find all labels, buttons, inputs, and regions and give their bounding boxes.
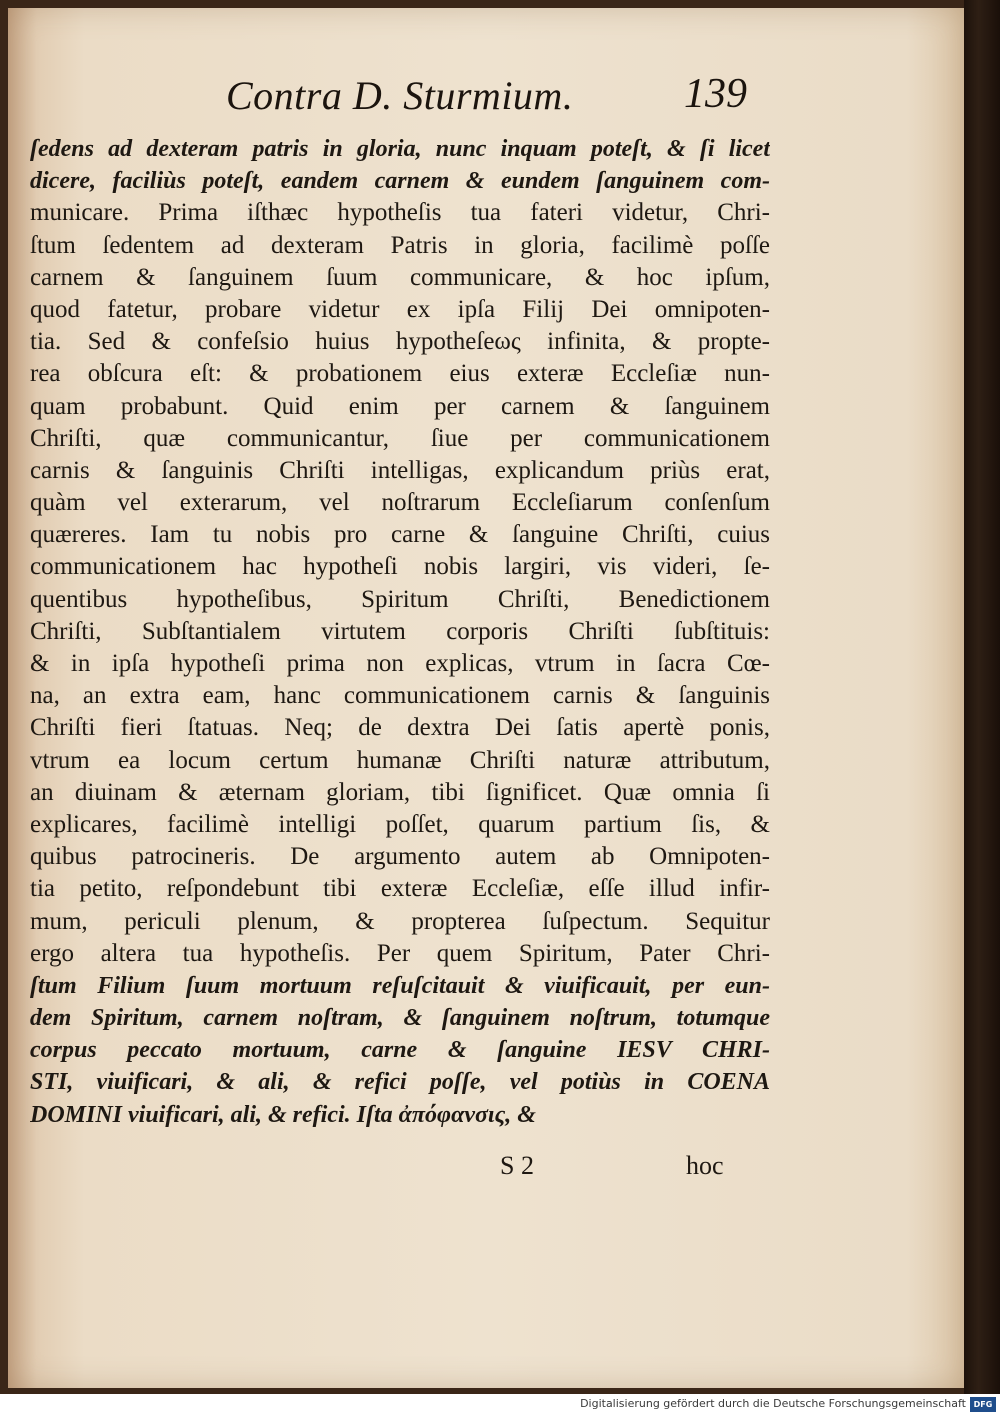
text-line: corpus peccato mortuum, carne & ſanguine IESV CHRI- bbox=[30, 1037, 770, 1064]
text-line: dicere, faciliùs poteſt, eandem carnem & eundem ſanguinem com- bbox=[30, 168, 770, 195]
text-line: na, an extra eam, hanc communicationem carnis & ſanguinis bbox=[30, 682, 770, 710]
text-line: municare. Prima iſthæc hypotheſis tua fateri videtur, Chri- bbox=[30, 199, 770, 227]
text-line: ſtum Filium ſuum mortuum reſuſcitauit & viuificauit, per eun- bbox=[30, 972, 770, 999]
book-edge bbox=[964, 0, 1000, 1394]
text-line: quod fatetur, probare videtur ex ipſa Filij Dei omnipoten- bbox=[30, 295, 770, 323]
signature-mark: S 2 bbox=[500, 1151, 534, 1180]
text-line: quàm vel exterarum, vel noſtrarum Eccleſiarum conſenſum bbox=[30, 489, 770, 517]
text-line: ſtum ſedentem ad dexteram Patris in gloria, facilimè poſſe bbox=[30, 231, 770, 259]
text-line: STI, viuificari, & ali, & refici poſſe, vel potiùs in COENA bbox=[30, 1069, 770, 1096]
text-line: quentibus hypotheſibus, Spiritum Chriſti, Benedictionem bbox=[30, 585, 770, 613]
text-line: DOMINI viuificari, ali, & refici. Iſta ἀπόφανσις, & bbox=[30, 1101, 536, 1128]
catchword: hoc bbox=[686, 1151, 724, 1180]
page-title: Contra D. Sturmium. bbox=[226, 73, 574, 118]
text-line: quæreres. Iam tu nobis pro carne & ſanguine Chriſti, cuius bbox=[30, 521, 770, 549]
text-line: Chriſti, Subſtantialem virtutem corporis Chriſti ſubſtituis: bbox=[30, 617, 770, 645]
text-line: dem Spiritum, carnem noſtram, & ſanguinem noſtrum, totumque bbox=[30, 1005, 770, 1032]
text-line: an diuinam & æternam gloriam, tibi ſignificet. Quæ omnia ſi bbox=[30, 778, 770, 806]
text-line: mum, periculi plenum, & propterea ſuſpectum. Sequitur bbox=[30, 907, 770, 935]
page-number: 139 bbox=[684, 71, 747, 117]
book-page bbox=[8, 8, 964, 1388]
text-line: vtrum ea locum certum humanæ Chriſti naturæ attributum, bbox=[30, 746, 770, 774]
running-head bbox=[8, 68, 964, 128]
text-line: Chriſti, quæ communicantur, ſiue per communicationem bbox=[30, 424, 770, 452]
text-line: ſedens ad dexteram patris in gloria, nunc inquam poteſt, & ſi licet bbox=[30, 136, 770, 162]
funding-notice: Digitalisierung gefördert durch die Deutsche Forschungsgemeinschaft bbox=[580, 1397, 966, 1410]
dfg-logo-icon: DFG bbox=[970, 1397, 996, 1412]
text-line: carnis & ſanguinis Chriſti intelligas, explicandum priùs erat, bbox=[30, 456, 770, 484]
body-text bbox=[30, 133, 770, 1131]
text-line: carnem & ſanguinem ſuum communicare, & hoc ipſum, bbox=[30, 263, 770, 291]
text-line: quam probabunt. Quid enim per carnem & ſanguinem bbox=[30, 392, 770, 420]
text-line: rea obſcura eſt: & probationem eius exteræ Eccleſiæ nun- bbox=[30, 360, 770, 388]
text-line: quibus patrocineris. De argumento autem ab Omnipoten- bbox=[30, 843, 770, 871]
text-line: explicares, facilimè intelligi poſſet, quarum partium ſis, & bbox=[30, 810, 770, 838]
digitization-footer bbox=[0, 1394, 1000, 1416]
text-line: tia. Sed & confeſsio huius hypotheſeως infinita, & propte- bbox=[30, 328, 770, 356]
text-line: Chriſti fieri ſtatuas. Neq; de dextra Dei ſatis apertè ponis, bbox=[30, 714, 770, 742]
text-line: communicationem hac hypotheſi nobis largiri, vis videri, ſe- bbox=[30, 553, 770, 581]
text-line: & in ipſa hypotheſi prima non explicas, vtrum in ſacra Cœ- bbox=[30, 650, 770, 677]
text-line: tia petito, reſpondebunt tibi exteræ Eccleſiæ, eſſe illud infir- bbox=[30, 875, 770, 903]
text-line: ergo altera tua hypotheſis. Per quem Spiritum, Pater Chri- bbox=[30, 939, 770, 967]
